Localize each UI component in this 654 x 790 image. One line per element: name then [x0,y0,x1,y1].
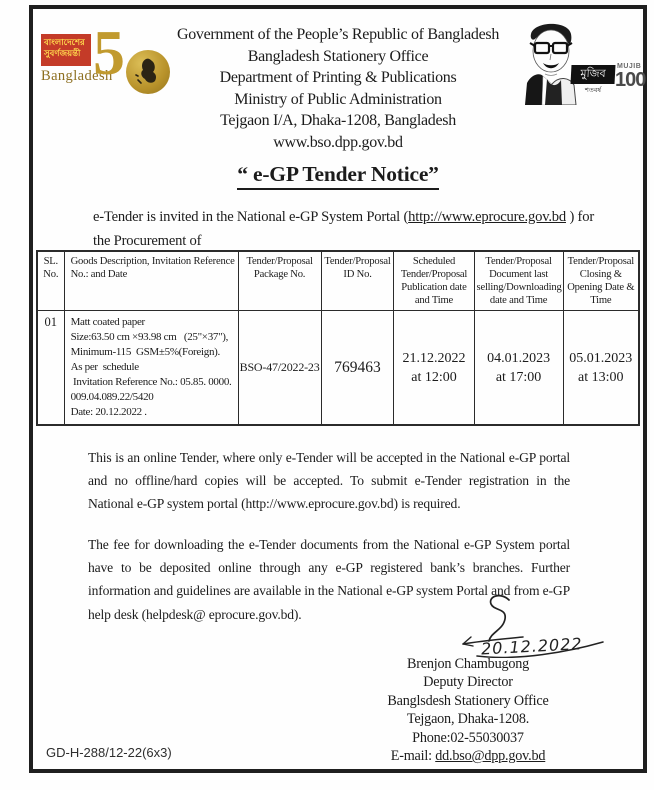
signatory-office: Banglsdesh Stationery Office [387,692,549,709]
signatory-name: Brenjon Chambugong [406,656,530,672]
bengali-text-line2: সুবর্ণজয়ন্তী [44,48,81,58]
shotoborsho-bengali-label: শতবর্ষ [585,87,601,94]
goods-line: 009.04.089.22/5420 [70,391,154,403]
org-website: www.bso.dpp.gov.bd [273,133,403,151]
mujib-english-label: MUJIB [617,63,642,70]
org-line-government: Government of the People’s Republic of Bangladesh [176,26,500,43]
eprocure-portal-link[interactable]: http://www.eprocure.gov.bd [408,209,566,225]
number-5-glyph: 5 [93,17,125,88]
col-header-tender-id: Tender/Proposal ID No. [321,251,394,311]
selling-time: at 17:00 [495,369,542,385]
cell-goods-description [64,311,238,426]
cell-tender-id: 769463 [321,311,394,426]
paragraph-fee-download: The fee for downloading the e-Tender documents from the National e-GP System portal have to be deposited online through any e-GP registered bank’s branches. Further information and guidelines are available in the National e-GP system Portal and from e-GP help desk (helpdesk@ eprocure.gov.bd). [88,537,570,622]
selling-date: 04.01.2023 [487,350,551,366]
closing-date: 05.01.2023 [569,350,633,366]
cell-package-no: BSO-47/2022-23 [238,311,321,426]
bengali-text-line1: বাংলাদেশের [44,37,85,47]
signatory-email-line [355,747,581,765]
signatory-phone: Phone:02-55030037 [412,729,524,746]
org-line-department: Department of Printing & Publications [219,69,457,87]
col-header-sl-no: SL. No. [37,251,64,311]
table-row [37,311,639,426]
paragraph-online-tender: This is an online Tender, where only e-Tender will be accepted in the National e-GP portal and no offline/hard copies will be accepted. To submit e-Tender registration in the National e-GP system portal (http://www.eprocure.gov.bd) is required. [88,450,570,512]
goods-line: As per schedule [70,361,139,373]
notice-title-text: “ e-GP Tender Notice” [237,162,438,190]
goods-line: Size:63.50 cm ×93.98 cm (25"×37"), [70,331,229,343]
tender-table [36,250,640,426]
org-line-ministry: Ministry of Public Administration [234,90,442,108]
col-header-closing-opening: Tender/Proposal Closing & Opening Date & Time [563,251,639,311]
closing-time: at 13:00 [578,369,624,385]
mujib-100-logo [501,17,646,109]
signatory-address: Tejgaon, Dhaka-1208. [406,711,530,728]
letterhead-org-block [138,24,538,154]
document-border-frame [29,5,647,773]
intro-line-1 [93,206,594,230]
publication-date: 21.12.2022 [402,350,466,366]
goods-line: Minimum-115 GSM±5%(Foreign). [70,346,220,358]
handwritten-signature [433,592,611,658]
org-line-address: Tejgaon I/A, Dhaka-1208, Bangladesh [220,112,456,130]
golden-jubilee-bengali-label [41,34,91,66]
intro-line-2: the Procurement of [93,232,202,249]
col-header-package-no: Tender/Proposal Package No. [238,251,321,311]
goods-line: Date: 20.12.2022 . [70,406,147,418]
table-header-row [37,251,639,311]
org-line-office: Bangladesh Stationery Office [247,47,429,65]
goods-line: Invitation Reference No.: 05.85. 0000. [70,376,232,388]
cell-closing-datetime [563,311,639,426]
goods-line: Matt coated paper [70,316,145,328]
intro-paragraph [93,206,594,253]
email-label: E-mail: [390,748,436,765]
print-reference-code: GD-H-288/12-22(6x3) [46,745,172,760]
intro-suffix: ) for [566,209,594,225]
cell-sl-no: 01 [37,311,64,426]
email-link[interactable]: dd.bso@dpp.gov.bd [435,748,546,765]
cell-publication-datetime [394,311,474,426]
col-header-last-selling-date: Tender/Proposal Document last selling/Downloading date and Time [474,251,563,311]
signatory-block [355,655,581,765]
col-header-goods-description: Goods Description, Invitation Reference No.: and Date [64,251,238,311]
cell-selling-datetime [474,311,563,426]
handwritten-date: 20.12.2022 [480,634,584,658]
mujib-100-number: 100 [615,69,646,91]
bangladesh-label: Bangladesh [41,68,113,84]
intro-prefix: e-Tender is invited in the National e-GP System Portal ( [93,209,409,225]
signatory-designation: Deputy Director [423,674,513,691]
publication-time: at 12:00 [411,369,457,385]
mujib-bengali-badge: মুজিব [571,65,616,84]
notice-title [33,162,643,187]
col-header-publication-date: Scheduled Tender/Proposal Publication date and Time [394,251,474,311]
